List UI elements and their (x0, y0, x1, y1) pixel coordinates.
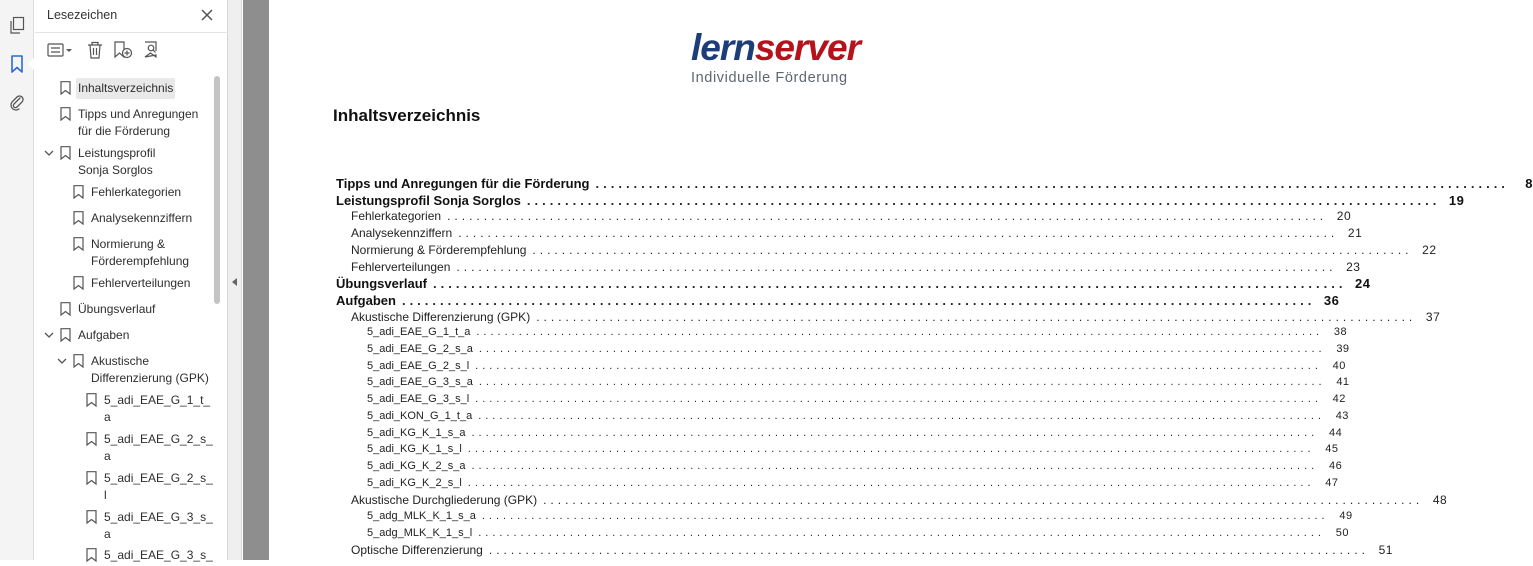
toc-entry-page: 50 (1335, 526, 1349, 539)
bookmark-label: Aufgaben (78, 328, 130, 342)
bookmark-label: 5_adi_EAE_G_2_s_ a (104, 432, 213, 463)
bookmark-icon (86, 510, 97, 524)
toc-entry[interactable] (351, 493, 1448, 508)
logo-tagline: Individuelle Förderung (691, 70, 848, 86)
toc-entry-title: Übungsverlauf (336, 276, 428, 292)
toc-leader-dots: ........................................................................................................................ (595, 176, 1509, 191)
toc-entry[interactable] (367, 409, 1349, 422)
bookmark-label: Tipps und Anregungen für die Förderung (78, 107, 199, 138)
find-bookmark-button[interactable] (141, 39, 165, 61)
bookmark-label: 5_adi_EAE_G_2_s_ l (104, 471, 213, 502)
bookmark-label: Leistungsprofil Sonja Sorglos (78, 146, 156, 177)
toc-leader-dots: ........................................................................................................................ (478, 343, 1326, 355)
toc-leader-dots: ........................................................................................................................ (476, 326, 1324, 339)
toc-entry-title: 5_adi_EAE_G_3_s_l (367, 393, 470, 406)
toc-entry-page: 49 (1339, 510, 1353, 522)
toc-leader-dots: ........................................................................................................................ (532, 242, 1413, 257)
bookmark-label: Übungsverlauf (78, 302, 156, 316)
bookmark-icon (60, 302, 71, 316)
toc-heading: Inhaltsverzeichnis (333, 106, 481, 125)
toc-entry-title: Aufgaben (336, 292, 396, 308)
toc-entry-page: 22 (1422, 242, 1437, 257)
toc-entry[interactable] (351, 242, 1437, 257)
panel-title: Lesezeichen (47, 8, 118, 22)
bookmark-label: Analysekennziffern (91, 211, 193, 225)
toc-entry-title: Analysekennziffern (351, 226, 453, 241)
toc-entry-page: 51 (1378, 543, 1393, 558)
bookmarks-toolbar (45, 38, 165, 62)
bookmark-label: Fehlerkategorien (91, 185, 182, 199)
toc-leader-dots: ........................................................................................................................ (467, 476, 1315, 489)
toc-entry-page: 19 (1448, 192, 1465, 208)
bookmark-icon (86, 393, 97, 407)
delete-bookmark-button[interactable] (85, 39, 105, 61)
toc-entry[interactable] (351, 543, 1393, 558)
toc-entry-title: 5_adi_KG_K_1_s_l (367, 443, 462, 456)
toc-leader-dots: ........................................................................................................................ (471, 426, 1319, 439)
toc-entry-title: 5_adi_KG_K_1_s_a (367, 426, 466, 439)
toc-entry-title: 5_adi_EAE_G_1_t_a (367, 326, 471, 339)
bookmark-label: Normierung & Förderempfehlung (91, 237, 190, 268)
toc-entry-title: Akustische Durchgliederung (GPK) (351, 493, 538, 508)
toc-entry-page: 23 (1346, 259, 1361, 274)
toc-entry-page: 48 (1432, 493, 1448, 508)
toc-entry-page: 45 (1325, 443, 1339, 456)
toc-leader-dots: ........................................................................................................................ (481, 510, 1329, 522)
toc-leader-dots: ........................................................................................................................ (471, 459, 1319, 472)
close-icon[interactable] (199, 7, 215, 23)
bookmark-icon (60, 146, 71, 160)
toc-leader-dots: ........................................................................................................................ (478, 526, 1325, 539)
toc-entry[interactable] (351, 209, 1352, 224)
chevron-down-icon (43, 329, 55, 341)
toc-leader-dots: ........................................................................................................................ (433, 276, 1347, 292)
bookmark-label: 5_adi_EAE_G_3_s_ (104, 548, 213, 562)
toc-entry-title: 5_adg_MLK_K_1_s_l (367, 526, 473, 539)
add-bookmark-icon (113, 41, 133, 59)
logo-wordmark: lernserver (691, 27, 860, 68)
toc-entry-title: 5_adi_KG_K_2_s_l (367, 476, 462, 489)
bookmark-label: 5_adi_EAE_G_3_s_ a (104, 510, 213, 541)
active-panel-pointer (28, 58, 34, 70)
toc-entry-page: 41 (1336, 376, 1350, 389)
chevron-down-icon (43, 147, 55, 159)
bookmark-icon (60, 107, 71, 121)
toc-entry-title: 5_adi_KON_G_1_t_a (367, 409, 473, 422)
toc-leader-dots: ........................................................................................................................ (536, 309, 1417, 324)
toc-entry[interactable] (336, 176, 1533, 191)
collapse-arrow-icon[interactable] (232, 278, 237, 286)
toc-entry-page: 21 (1347, 226, 1363, 241)
bookmarks-panel (35, 0, 228, 560)
toc-entry[interactable] (336, 192, 1465, 208)
bookmark-label: Fehlerverteilungen (91, 276, 191, 290)
bookmark-icon (60, 328, 71, 342)
chevron-down-icon (56, 355, 68, 367)
toc-entry-title: Fehlerkategorien (351, 209, 442, 224)
toc-entry-page: 8 (1525, 176, 1533, 191)
new-bookmark-button[interactable] (111, 39, 135, 61)
toc-entry[interactable] (351, 309, 1441, 324)
scrollbar-thumb[interactable] (214, 76, 220, 304)
bookmark-icon (73, 276, 84, 290)
toc-entry[interactable] (367, 426, 1343, 439)
toc-entry-page: 46 (1328, 459, 1343, 472)
bookmark-search-icon (143, 41, 163, 59)
toc-entry-page: 24 (1354, 276, 1371, 292)
panel-header (35, 0, 227, 30)
toc-entry[interactable] (367, 443, 1339, 456)
panel-splitter[interactable] (228, 0, 242, 560)
toc-entry-title: 5_adg_MLK_K_1_s_a (367, 510, 476, 522)
toc-entry[interactable] (367, 459, 1343, 472)
toc-entry-title: Optische Differenzierung (351, 543, 483, 558)
toc-entry[interactable] (367, 326, 1348, 339)
toc-entry-title: 5_adi_EAE_G_2_s_l (367, 359, 470, 372)
toc-leader-dots: ........................................................................................................................ (447, 209, 1328, 224)
toc-entry-page: 40 (1332, 359, 1346, 372)
bookmark-icon (86, 432, 97, 446)
bookmark-icon (73, 185, 84, 199)
toc-entry-title: Leistungsprofil Sonja Sorglos (336, 192, 521, 208)
bookmark-label: Akustische Differenzierung (GPK) (91, 354, 209, 385)
bookmarks-icon[interactable] (5, 52, 29, 76)
toc-entry-title: 5_adi_EAE_G_2_s_a (367, 343, 473, 355)
bookmark-icon (86, 471, 97, 485)
toc-leader-dots: ........................................................................................................................ (478, 376, 1326, 389)
toc-entry-page: 42 (1332, 393, 1346, 406)
toc-entry-page: 47 (1325, 476, 1339, 489)
toc-entry-title: Tipps und Anregungen für die Förderung (336, 176, 590, 191)
toc-leader-dots: ........................................................................................................................ (475, 359, 1322, 372)
toc-entry[interactable] (367, 359, 1346, 372)
toc-entry-title: 5_adi_EAE_G_3_s_a (367, 376, 473, 389)
attachments-icon[interactable] (5, 90, 29, 114)
bookmark-icon (86, 548, 97, 562)
trash-icon (87, 41, 103, 59)
toc-entry-page: 37 (1425, 309, 1441, 324)
bookmark-label: Inhaltsverzeichnis (76, 78, 175, 99)
bookmark-label: 5_adi_EAE_G_1_t_ a (104, 393, 211, 424)
toc-leader-dots: ........................................................................................................................ (526, 192, 1441, 208)
toc-leader-dots: ........................................................................................................................ (456, 259, 1337, 274)
toc-entry-page: 43 (1335, 409, 1349, 422)
bookmark-icon (73, 237, 84, 251)
toc-entry-page: 20 (1336, 209, 1352, 224)
toc-entry-page: 36 (1323, 292, 1340, 308)
toc-entry-page: 44 (1328, 426, 1343, 439)
toc-entry-title: 5_adi_KG_K_2_s_a (367, 459, 466, 472)
toc-entry[interactable] (351, 259, 1361, 274)
toc-leader-dots: ........................................................................................................................ (467, 443, 1315, 456)
panel-divider (35, 32, 228, 33)
toc-leader-dots: ........................................................................................................................ (488, 543, 1369, 558)
toc-leader-dots: ........................................................................................................................ (458, 226, 1339, 241)
bookmark-icon (60, 81, 71, 95)
left-icon-rail (0, 0, 34, 560)
toc-entry[interactable] (367, 376, 1350, 389)
toc-entry-title: Akustische Differenzierung (GPK) (351, 309, 531, 324)
toc-entry-page: 38 (1333, 326, 1348, 339)
bookmark-icon (73, 211, 84, 225)
toc-entry[interactable] (336, 276, 1371, 292)
toc-entry[interactable] (367, 343, 1350, 355)
toc-leader-dots: ........................................................................................................................ (401, 292, 1316, 308)
options-menu-button[interactable] (45, 39, 75, 61)
list-options-icon (47, 42, 73, 58)
toc-entry-page: 39 (1336, 343, 1350, 355)
document-gutter (243, 0, 269, 560)
toc-entry[interactable] (367, 510, 1353, 522)
toc-entry[interactable] (367, 393, 1346, 406)
toc-leader-dots: ........................................................................................................................ (478, 409, 1325, 422)
bookmark-icon (73, 354, 84, 368)
page-thumbnails-icon[interactable] (5, 14, 29, 38)
toc-entry[interactable] (367, 526, 1349, 539)
toc-entry-title: Fehlerverteilungen (351, 259, 451, 274)
toc-entry[interactable] (336, 292, 1340, 308)
toc-entry[interactable] (367, 476, 1339, 489)
document-page (269, 0, 1533, 560)
lernserver-logo (689, 26, 869, 88)
toc-leader-dots: ........................................................................................................................ (543, 493, 1424, 508)
toc-entry-title: Normierung & Förderempfehlung (351, 242, 527, 257)
toc-entry[interactable] (351, 226, 1363, 241)
toc-leader-dots: ........................................................................................................................ (475, 393, 1322, 406)
